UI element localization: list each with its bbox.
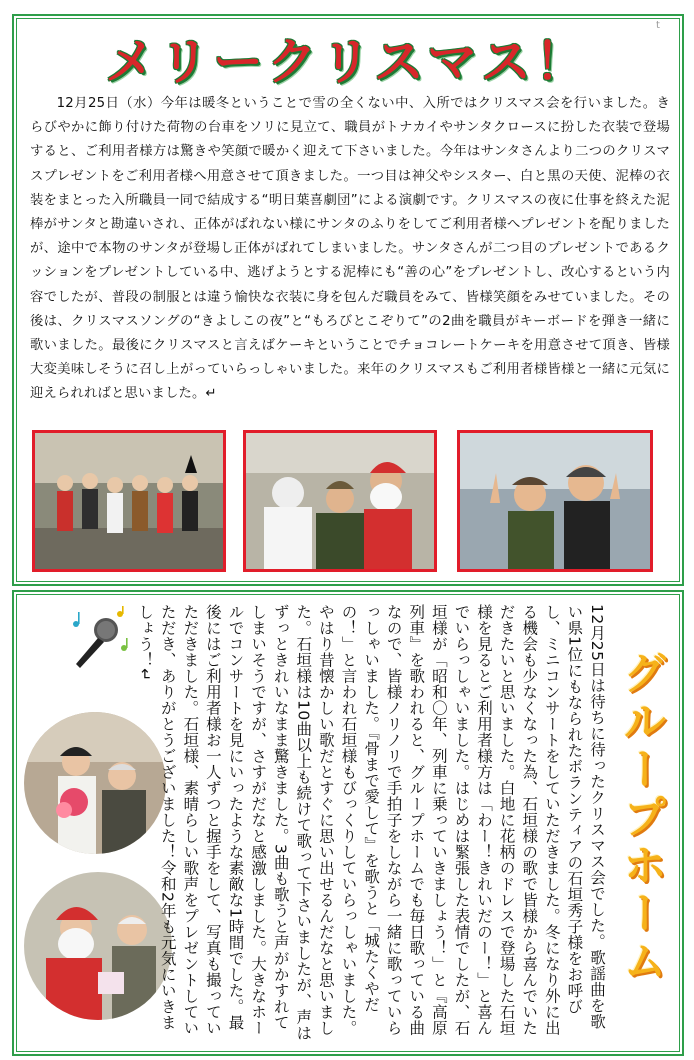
christmas-article-text: 12月25日（水）今年は暖冬ということで雪の全くない中、入所ではクリスマス会を行いました。きらびやかに飾り付けた荷物の台車をソリに見立て、職員がトナカイやサンタクロースに扮した衣装で登場すると、ご利用者様方は驚きや笑顔で暖かく迎えて下さいました。今年はサンタさんより二つのクリスマスプレゼントをご利用者様へ用意させて頂きました。一つ目は神父やシスター、白と黒の天使、泥棒の衣装をまとった入所職員一同で結成する“明日葉喜劇団”による演劇です。クリスマスの夜に仕事を終えた泥棒がサンタと勘違いされ、正体がばれない様にサンタのふりをしてご利用者様へプレゼントを配りましたが、途中で本物のサンタが登場し正体がばれてしまいました。サンタさんが二つ目のプレゼントであるクッションをプレゼントしている中、逃げようとする泥棒にも“善の心”をプレゼントし、改心するという内容でしたが、普段の制服とは違う愉快な衣装に身を包んだ職員をみて、皆様笑顔をみせていました。その後は、クリスマスソングの“きよしこの夜”と“もろびとこぞりて”の2曲を職員がキーボードを弾き一緒に歌いました。最後にクリスマスと言えばケーキということでチョコレートケーキを用意させて頂き、皆様大変美味しそうに召し上がっていらっしゃいました。来年のクリスマスもご利用者様皆様と一緒に元気に迎えられればと思いました。↵ [30,96,670,402]
microphone-icon [64,606,134,676]
photo-1-illustration [35,433,223,569]
photo-santa-with-resident [24,872,172,1020]
corner-mark: t [656,20,660,31]
photo-costumed-staff-group [32,430,226,572]
page-title: メリークリスマス！ [105,33,589,91]
photo-3-illustration [460,433,650,569]
group-home-article-text: 12月25日は待ちに待ったクリスマス会でした。歌謡曲を歌い県1位にもなられたボランティアの石垣秀子様をお呼びし、ミニコンサートをしていただきました。冬になり外に出る機会も少なくなった為、石垣様の歌で皆様から喜んでいただきたいと思いました。白地に花柄のドレスで登場した石垣様を見るとご利用者様方は「わー！きれいだのー！」と喜んでいらっしゃいました。はじめは緊張した表情でしたが、石垣様が「昭和〇年、列車に乗っていきましょう！」と『高原列車』を歌われると、グループホームでも毎日歌っている曲なので、皆様ノリノリで手拍子をしながら一緒に歌っていらっしゃいました。『骨まで愛して』を歌うと「城たくやだの！」と言われ石垣様もびっくりしていらっしゃいました。やはり昔懐かしい歌だとすぐに思い出せるんだなと思いました。石垣様は10曲以上も続けて歌って下さいましたが、声はずっときれいなまま驚きました。3曲も歌うと声がかすれてしまいそうですが、さすがだなと感激しました。大きなホールでコンサートを見にいったような素敵な1時間でした。最後にはご利用者様お一人ずつと握手をして、写真も撮っていただきました。石垣様、素晴らしい歌声をプレゼントしていただき、ありがとうございました！令和2年も元気にいきましょう！↵ [136,604,606,1041]
photo-2-illustration [246,433,434,569]
photo-singer-with-resident [24,712,166,854]
photo-santa-and-thief [243,430,437,572]
photo-residents-peace-signs [457,430,653,572]
group-home-title: グループホーム [615,650,666,986]
